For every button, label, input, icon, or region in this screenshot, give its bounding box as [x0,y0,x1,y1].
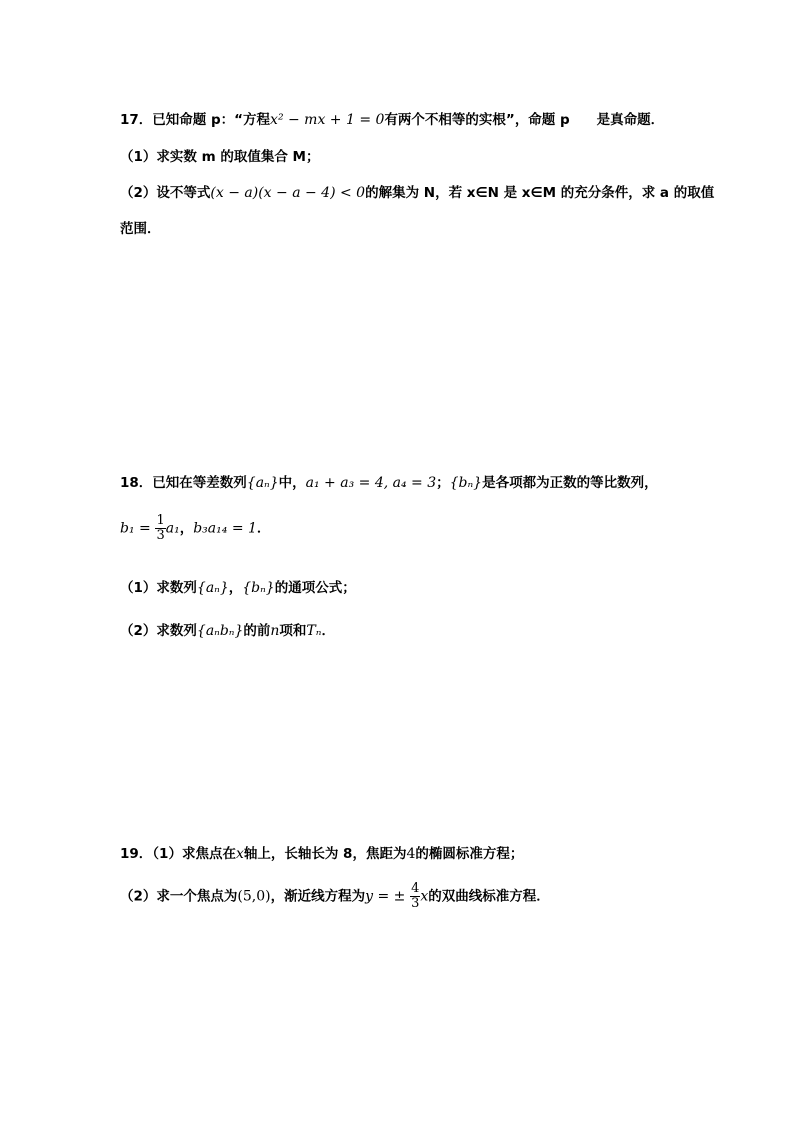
problem-number: 19． [120,846,153,862]
problem-18-stem: 18．已知在等差数列{aₙ}中，a₁ + a₃ = 4, a₄ = 3；{bₙ}是各项都为正数的等比数列， [120,475,658,491]
problem-18-part-1: （1）求数列{aₙ}，{bₙ}的通项公式； [120,580,356,596]
math-inequality: (x − a)(x − a − 4) < 0 [210,185,366,201]
problem-number: 17． [120,112,153,128]
problem-18-conditions: b₁ = $\frac{1}{3}$ a₁，b₃a₁₄ = 1． [120,513,271,543]
problem-17-part-1: （1）求实数 m 的取值集合 M； [120,149,320,165]
problem-number: 18． [120,475,153,491]
math-equation: a₁ + a₃ = 4, a₄ = 3 [305,475,437,491]
problem-19-part-1: 19．（1）求焦点在x轴上，长轴长为 8，焦距为4的椭圆标准方程； [120,846,524,862]
math-equation: x² − mx + 1 = 0 [270,112,385,128]
problem-18-part-2: （2）求数列{aₙbₙ}的前n项和Tₙ． [120,623,335,639]
problem-17-stem: 17．已知命题 p：“方程x² − mx + 1 = 0有两个不相等的实根”，命题 p 是真命题． [120,112,665,128]
problem-17-part-2-cont: 范围． [120,221,161,237]
math-equation: b₃a₁₄ = 1 [193,520,257,537]
fraction: $\frac{1}{3}$ [156,513,165,543]
problem-19-part-2: （2）求一个焦点为(5,0)，渐近线方程为y = ± $\frac{4}{3}$ x的双曲线标准方程． [120,881,550,911]
problem-17-part-2: （2）设不等式(x − a)(x − a − 4) < 0的解集为 N，若 x∈N 是 x∈M 的充分条件，求 a 的取值 [120,185,715,201]
fraction: $\frac{4}{3}$ [411,881,420,911]
